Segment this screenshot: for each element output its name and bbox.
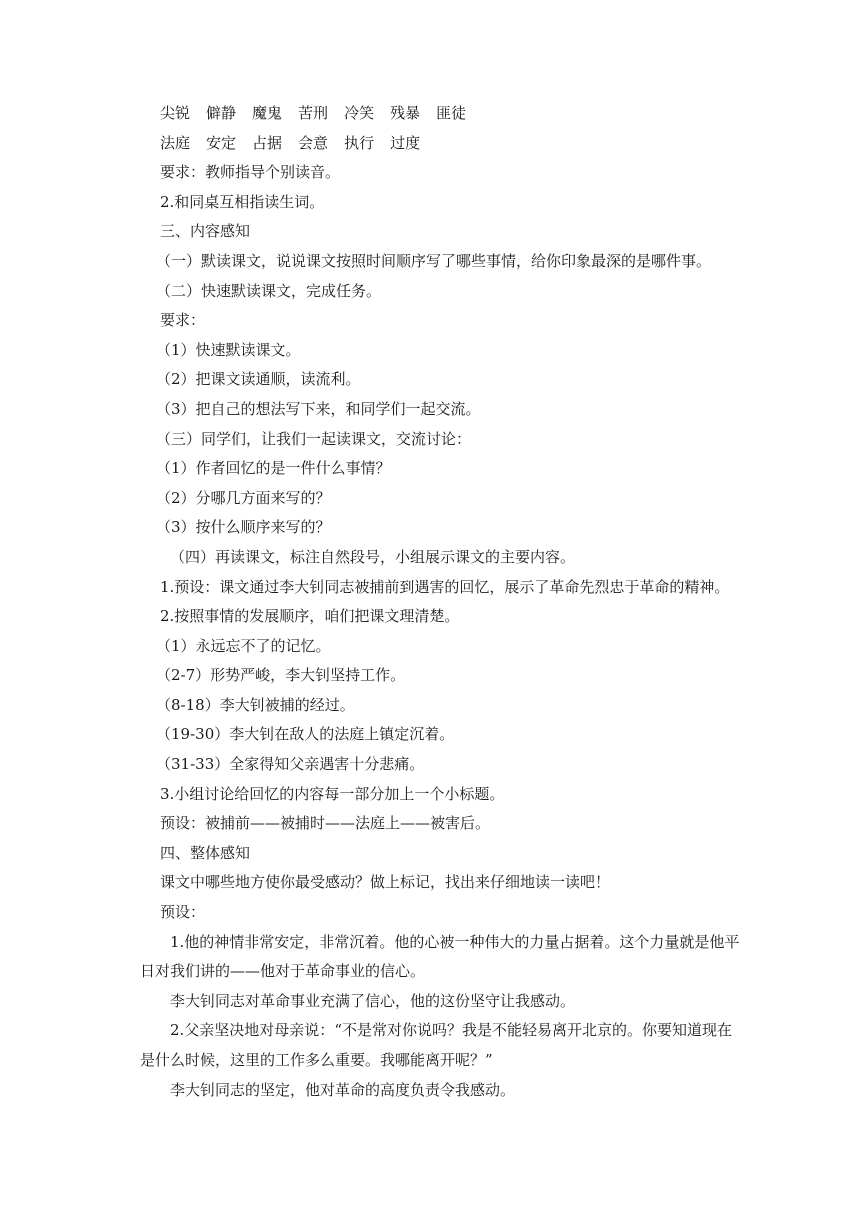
vocab-word: 会意 [298,133,329,152]
vocab-word: 魔鬼 [252,104,283,122]
list-item: （3）按什么顺序来写的？ [156,518,331,537]
task-line: （四）再读课文，标注自然段号，小组展示课文的主要内容。 [170,547,576,566]
task-line: （三）同学们，让我们一起读课文，交流讨论： [156,429,472,448]
comment-paragraph: 李大钊同志对革命事业充满了信心，他的这份坚守让我感动。 [170,991,576,1010]
quote-paragraph: 2.父亲坚决地对母亲说：“不是常对你说吗？我是不能轻易离开北京的。你要知道现在是什么时候，这里的工作多么重要。我哪能离开呢？” [140,1021,732,1069]
requirement-line: 要求：教师指导个别读音。 [160,163,341,182]
vocab-row-1 [160,99,745,129]
list-item: （1）快速默读课文。 [156,340,301,359]
list-item: （19-30）李大钊在敌人的法庭上镇定沉着。 [156,725,455,744]
vocab-word: 尖锐 [160,104,191,122]
list-item: （8-18）李大钊被捕的经过。 [156,695,355,714]
list-item: （2-7）形势严峻，李大钊坚持工作。 [156,666,406,685]
vocab-word: 苦刑 [298,104,329,122]
task-line: （一）默读课文，说说课文按照时间顺序写了哪些事情，给你印象最深的是哪件事。 [156,251,712,270]
vocab-word: 冷笑 [344,104,375,122]
preset-line: 预设：被捕前——被捕时——法庭上——被害后。 [160,814,491,833]
list-item: （2）把课文读通顺，读流利。 [156,370,361,389]
section-heading: 三、内容感知 [160,222,251,241]
list-item: （2）分哪几方面来写的？ [156,488,331,507]
vocab-word: 匪徒 [436,104,467,122]
vocab-word: 法庭 [160,133,191,152]
preset-line: 预设： [160,903,206,922]
vocab-word: 僻静 [206,104,237,122]
step-line: 2.按照事情的发展顺序，咱们把课文理清楚。 [160,607,460,626]
vocab-word: 过度 [390,133,421,152]
step-line: 3.小组讨论给回忆的内容每一部分加上一个小标题。 [160,784,505,803]
vocab-word: 占据 [252,133,283,152]
vocab-row-2 [160,129,745,159]
list-item: （3）把自己的想法写下来，和同学们一起交流。 [156,399,481,418]
comment-paragraph: 李大钊同志的坚定，他对革命的高度负责令我感动。 [170,1080,516,1099]
document-content [140,99,745,1105]
vocab-word: 执行 [344,133,375,152]
list-item: （1）作者回忆的是一件什么事情？ [156,459,391,478]
requirement-line: 要求： [160,311,206,330]
list-item: （1）永远忘不了的记忆。 [156,636,331,655]
vocab-word: 残暴 [390,104,421,122]
step-line: 1.预设：课文通过李大钊同志被捕前到遇害的回忆，展示了革命先烈忠于革命的精神。 [160,577,730,596]
quote-paragraph: 1.他的神情非常安定，非常沉着。他的心被一种伟大的力量占据着。这个力量就是他平日对我们讲的——他对于革命事业的信心。 [140,932,740,981]
list-item: （31-33）全家得知父亲遇害十分悲痛。 [156,755,425,774]
vocab-word: 安定 [206,133,237,152]
section-heading: 四、整体感知 [160,843,251,862]
task-line: （二）快速默读课文，完成任务。 [156,281,382,300]
task-line: 课文中哪些地方使你最受感动？做上标记，找出来仔细地读一读吧！ [160,873,611,892]
step-line: 2.和同桌互相指读生词。 [160,192,325,211]
